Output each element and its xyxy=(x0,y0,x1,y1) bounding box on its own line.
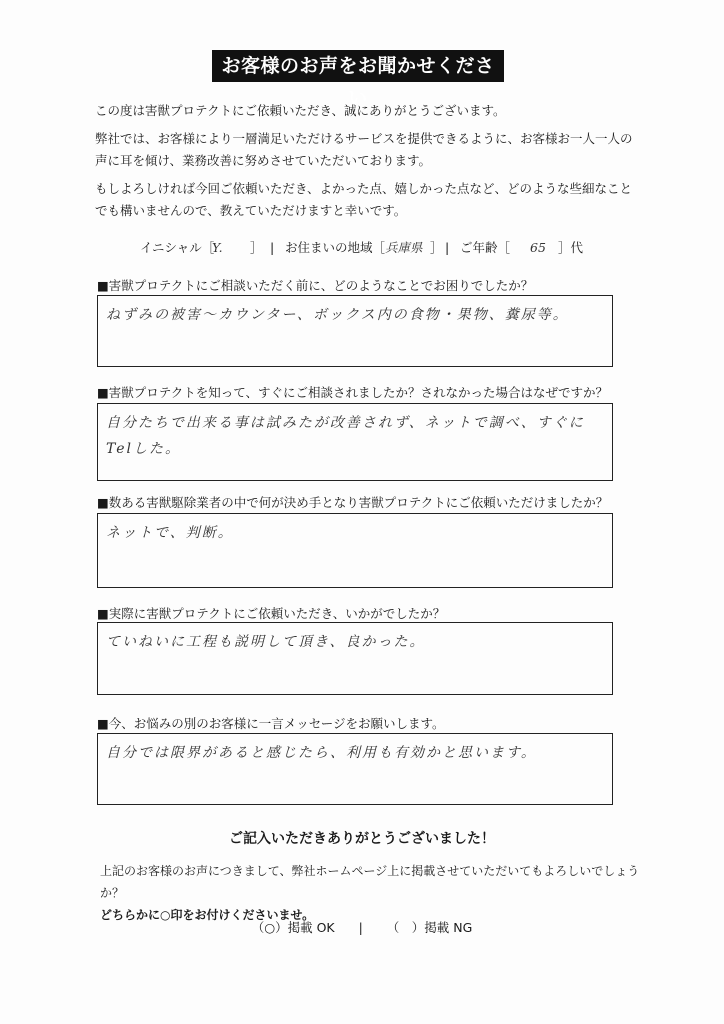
initial-close: ］ xyxy=(250,240,263,255)
age-close: ］代 xyxy=(558,240,584,255)
answer-box-4[interactable] xyxy=(97,622,613,695)
consent-text xyxy=(100,860,640,926)
initial-value: Y. xyxy=(212,240,223,255)
choice-ng[interactable]: （ ）掲載 NG xyxy=(386,920,473,935)
question-5: ■今、お悩みの別のお客様に一言メッセージをお願いします。 xyxy=(97,716,445,731)
consent-line-1: 上記のお客様のお声につきまして、弊社ホームページ上に掲載させていただいてもよろしいでしょうか？ xyxy=(100,864,640,900)
intro-line-3: もしよろしければ今回ご依頼いただき、よかった点、嬉しかった点など、どのような些細なことでも構いませんので、教えていただけますと幸いです。 xyxy=(95,181,633,218)
question-3: ■数ある害獣駆除業者の中で何が決め手となり害獣プロテクトにご依頼いただけましたか？ xyxy=(97,495,609,510)
region-value: 兵庫県 xyxy=(385,240,423,255)
question-4: ■実際に害獣プロテクトにご依頼いただき、いかがでしたか？ xyxy=(97,606,446,621)
intro-line-1: この度は害獣プロテクトにご依頼いただき、誠にありがとうございます。 xyxy=(95,103,506,118)
intro-text xyxy=(95,100,635,228)
region-close: ］ xyxy=(430,240,443,255)
answer-1: ねずみの被害～カウンター、ボックス内の食物・果物、糞尿等。 xyxy=(106,307,569,323)
question-2: ■害獣プロテクトを知って、すぐにご相談されましたか？されなかった場合はなぜですか？ xyxy=(97,385,609,400)
answer-box-2[interactable] xyxy=(97,403,613,481)
region-label: お住まいの地域［ xyxy=(285,240,386,255)
customer-info-row xyxy=(140,236,620,260)
consent-line-2: どちらかに○印をお付けくださいませ。 xyxy=(100,908,315,922)
choice-separator: | xyxy=(358,920,363,935)
answer-2: 自分たちで出来る事は試みたが改善されず、ネットで調べ、すぐにTelした。 xyxy=(106,415,585,457)
thanks-message: ご記入いただきありがとうございました！ xyxy=(229,831,495,847)
publish-choices xyxy=(0,918,724,936)
answer-box-5[interactable] xyxy=(97,733,613,805)
choice-ok[interactable]: （○）掲載 OK xyxy=(251,920,335,935)
answer-5: 自分では限界があると感じたら、利用も有効かと思います。 xyxy=(106,745,537,761)
separator-2: | xyxy=(445,240,450,255)
question-1: ■害獣プロテクトにご相談いただく前に、どのようなことでお困りでしたか？ xyxy=(97,278,534,293)
answer-box-1[interactable] xyxy=(97,295,613,367)
initial-label: イニシャル［ xyxy=(140,240,215,255)
intro-line-2: 弊社では、お客様により一層満足いただけるサービスを提供できるように、お客様お一人一人の声に耳を傾け、業務改善に努めさせていただいております。 xyxy=(95,131,633,168)
separator-1: | xyxy=(270,240,275,255)
answer-box-3[interactable] xyxy=(97,513,613,588)
age-value: 65 xyxy=(530,240,546,255)
age-label: ご年齢［ xyxy=(460,240,511,255)
answer-4: ていねいに工程も説明して頂き、良かった。 xyxy=(106,634,426,650)
form-title: お客様のお声をお聞かせください xyxy=(212,50,504,82)
answer-3: ネットで、判断。 xyxy=(106,525,234,541)
